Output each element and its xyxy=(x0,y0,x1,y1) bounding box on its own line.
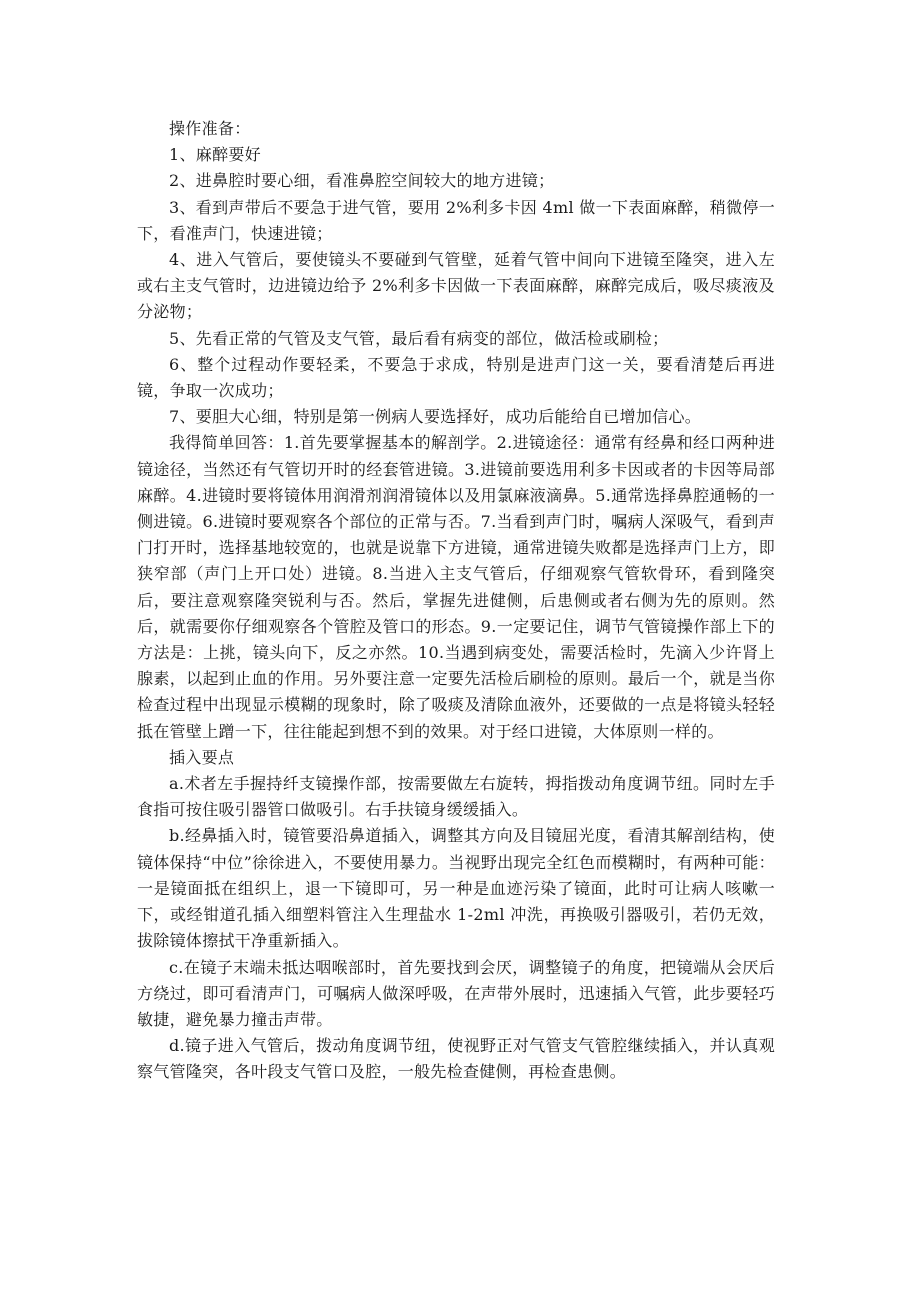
insert-item-c: c.在镜子末端未抵达咽喉部时，首先要找到会厌，调整镜子的角度，把镜端从会厌后方绕过，即可看清声门，可嘱病人做深呼吸，在声带外展时，迅速插入气管，此步要轻巧敏捷，避免暴力撞击声带。 xyxy=(137,957,775,1029)
prep-item-3: 3、看到声带后不要急于进气管，要用 2%利多卡因 4ml 做一下表面麻醉，稍微停一下，看准声门，快速进镜； xyxy=(137,197,775,243)
prep-item-7: 7、要胆大心细，特别是第一例病人要选择好，成功后能给自已增加信心。 xyxy=(169,407,702,427)
section-heading-insertion: 插入要点 xyxy=(169,747,235,767)
insert-item-a: a.术者左手握持纤支镜操作部，按需要做左右旋转，拇指拨动角度调节纽。同时左手食指可按住吸引器管口做吸引。右手扶镜身缓缓插入。 xyxy=(137,774,775,820)
prep-item-1: 1、麻醉要好 xyxy=(169,145,261,165)
insert-item-d: d.镜子进入气管后，拨动角度调节纽，使视野正对气管支气管腔继续插入，并认真观察气管隆突，各叶段支气管口及腔，一般先检查健侧，再检查患侧。 xyxy=(137,1036,775,1082)
prep-item-4: 4、进入气管后，要使镜头不要碰到气管壁，延着气管中间向下进镜至隆突，进入左或右主支气管时，边进镜边给予 2%利多卡因做一下表面麻醉，麻醉完成后，吸尽痰液及分泌物； xyxy=(137,250,775,322)
prep-item-6: 6、整个过程动作要轻柔，不要急于求成，特别是进声门这一关，要看清楚后再进镜，争取一次成功； xyxy=(137,354,775,401)
prep-item-5: 5、先看正常的气管及支气管，最后看有病变的部位，做活检或刷检； xyxy=(169,328,669,348)
document-page xyxy=(137,116,775,1086)
answer-paragraph: 我得简单回答：1.首先要掌握基本的解剖学。2.进镜途径：通常有经鼻和经口两种进镜途径，当然还有气管切开时的经套管进镜。3.进镜前要选用利多卡因或者的卡因等局部麻醉。4.进镜时要将镜体用润滑剂润滑镜体以及用氯麻液滴鼻。5.通常选择鼻腔通畅的一侧进镜。6.进镜时要观察各个部位的正常与否。7.当看到声门时，嘱病人深吸气，看到声门打开时，选择基地较宽的，也就是说靠下方进镜，通常进镜失败都是选择声门上方，即狭窄部（声门上开口处）进镜。8.当进入主支气管后，仔细观察气管软骨环，看到隆突后，要注意观察隆突锐利与否。然后，掌握先进健侧，后患侧或者右侧为先的原则。然后，就需要你仔细观察各个管腔及管口的形态。9.一定要记住，调节气管镜操作部上下的方法是：上挑，镜头向下，反之亦然。10.当遇到病变处，需要活检时，先滴入少许肾上腺素，以起到止血的作用。另外要注意一定要先活检后刷检的原则。最后一个，就是当你检查过程中出现显示模糊的现象时，除了吸痰及清除血液外，还要做的一点是将镜头轻轻抵在管壁上蹭一下，往往能起到想不到的效果。对于经口进镜，大体原则一样的。 xyxy=(137,433,775,741)
prep-item-2: 2、进鼻腔时要心细，看准鼻腔空间较大的地方进镜； xyxy=(169,171,555,191)
insert-item-b: b.经鼻插入时，镜管要沿鼻道插入，调整其方向及目镜屈光度，看清其解剖结构，使镜体保持“中位”徐徐进入，不要使用暴力。当视野出现完全红色而模糊时，有两种可能：一是镜面抵在组织上，退一下镜即可，另一种是血迹污染了镜面，此时可让病人咳嗽一下，或经钳道孔插入细塑料管注入生理盐水 1-2ml 冲洗，再换吸引器吸引，若仍无效，拔除镜体擦拭干净重新插入。 xyxy=(137,826,775,951)
section-heading-preparation: 操作准备： xyxy=(169,119,251,138)
